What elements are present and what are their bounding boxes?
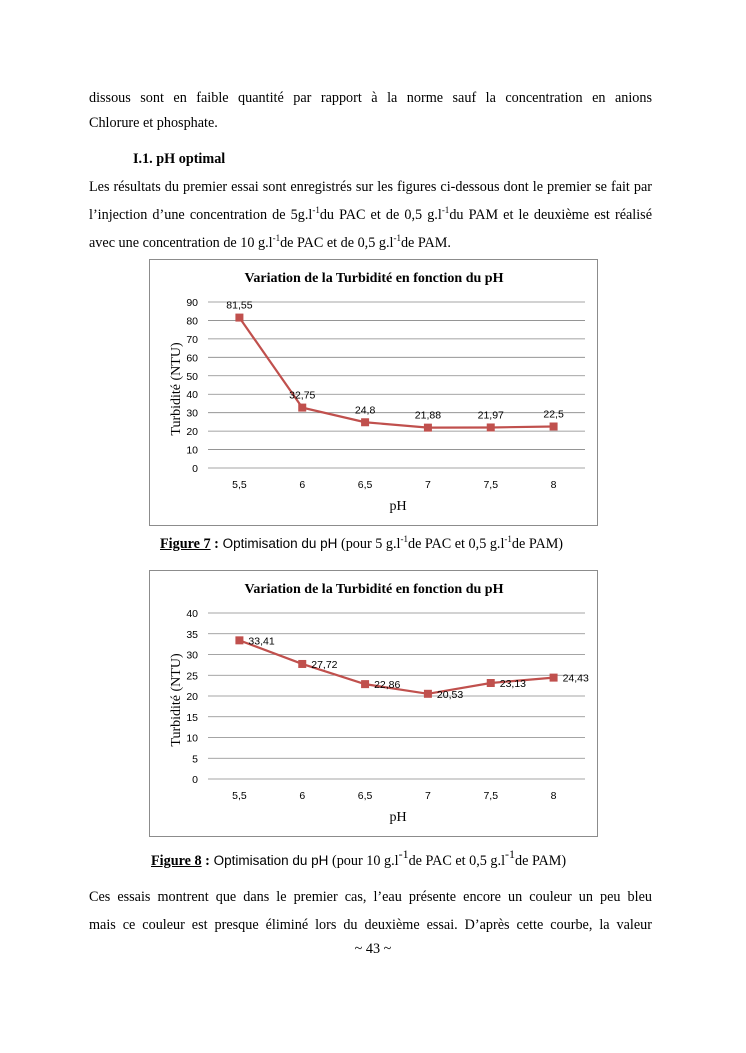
data-label: 32,75: [289, 389, 316, 402]
data-label: 27,72: [311, 658, 338, 671]
x-tick-label: 5,5: [232, 479, 247, 491]
x-axis-title: pH: [389, 810, 407, 825]
results-text-3: du PAM et le deuxième est réalisé avec une concentration de 10 g.l: [89, 207, 653, 251]
y-axis-title: Turbidité (NTU): [169, 342, 184, 436]
x-tick-label: 7,5: [483, 790, 499, 802]
data-point: [361, 680, 369, 688]
data-point: [298, 404, 306, 412]
data-label: 22,5: [543, 408, 564, 421]
x-tick-label: 6: [299, 479, 306, 491]
data-point: [235, 636, 243, 644]
data-label: 23,13: [499, 678, 527, 691]
data-point: [361, 418, 369, 426]
data-point: [550, 423, 558, 431]
figure-8-text-2: de PAC et 0,5 g.l: [408, 853, 506, 869]
results-paragraph: [89, 173, 652, 257]
conclusion-paragraph: [89, 883, 652, 939]
figure-8-text-3: de PAM): [515, 853, 567, 869]
conclusion-line-1: Ces essais montrent que dans le premier cas, l’eau présente encore un couleur un peu bleu: [89, 889, 652, 905]
y-tick-label: 0: [192, 463, 198, 475]
y-tick-label: 30: [186, 649, 198, 662]
data-label: 24,8: [354, 404, 376, 417]
figure-7-title: Optimisation du pH: [218, 536, 338, 551]
y-tick-label: 60: [186, 352, 198, 365]
data-label: 21,88: [414, 409, 442, 422]
section-heading: I.1. pH optimal: [133, 151, 226, 167]
data-label: 20,53: [436, 688, 464, 701]
y-tick-label: 20: [186, 426, 198, 439]
y-tick-label: 90: [186, 297, 198, 309]
results-sup-1: -1: [312, 205, 320, 215]
conclusion-line-2: mais ce couleur est presque éliminé lors du deuxième essai. D’après cette courbe, la valeur: [89, 917, 652, 933]
page-number: ~ 43 ~: [354, 941, 392, 957]
chart-figure-8: [149, 570, 598, 837]
figure-7-text-1: (pour 5 g.l: [337, 536, 401, 552]
y-tick-label: 35: [186, 628, 198, 641]
data-label: 21,97: [477, 409, 504, 422]
figure-7-text-3: de PAM): [511, 536, 564, 552]
data-point: [424, 690, 432, 698]
figure-7-sup-2: -1: [504, 534, 512, 544]
x-axis-title: pH: [389, 499, 407, 514]
intro-paragraph: [89, 86, 652, 136]
data-point: [424, 424, 432, 432]
data-point: [298, 660, 306, 668]
figure-7-colon: :: [210, 536, 219, 552]
figure-8-sup-2: -1: [505, 847, 516, 861]
figure-8-caption: [151, 847, 567, 870]
chart-1-svg: [150, 260, 597, 525]
data-label: 24,43: [562, 672, 589, 685]
y-tick-label: 40: [186, 389, 198, 402]
figure-8-colon: :: [201, 853, 210, 869]
figure-8-label: Figure 8: [151, 853, 202, 869]
x-tick-label: 6,5: [357, 479, 373, 491]
y-tick-label: 30: [186, 407, 198, 420]
figure-7-label: Figure 7: [160, 536, 211, 552]
x-tick-label: 7: [424, 479, 431, 491]
figure-7-sup-1: -1: [400, 534, 408, 544]
chart-title: Variation de la Turbidité en fonction du pH: [244, 271, 504, 286]
y-tick-label: 25: [186, 670, 198, 683]
x-tick-label: 8: [550, 790, 557, 802]
y-tick-label: 10: [186, 444, 198, 457]
series-line: [239, 318, 553, 428]
data-label: 33,41: [248, 635, 275, 648]
results-text-1: Les résultats du premier essai sont enregistrés sur les figures ci-dessous dont le premier se fait par l’injection d’une concentration de 5g.l: [89, 179, 652, 223]
y-tick-label: 5: [192, 753, 198, 766]
results-sup-2: -1: [441, 205, 450, 215]
y-tick-label: 50: [186, 370, 198, 383]
y-tick-label: 70: [186, 333, 198, 346]
y-tick-label: 0: [192, 774, 198, 786]
results-text-2: du PAC et de 0,5 g.l: [319, 207, 442, 223]
data-point: [487, 679, 495, 687]
y-tick-label: 20: [186, 691, 198, 703]
figure-7-text-2: de PAC et 0,5 g.l: [407, 536, 505, 552]
data-label: 81,55: [226, 299, 253, 312]
figure-8-text-1: (pour 10 g.l: [328, 853, 399, 869]
results-text-5: de PAM.: [400, 235, 451, 251]
data-label: 22,86: [374, 679, 401, 692]
figure-7-caption: [160, 536, 563, 553]
y-tick-label: 10: [186, 732, 198, 745]
chart-title: Variation de la Turbidité en fonction du pH: [244, 582, 504, 597]
chart-2-svg: [150, 571, 597, 836]
chart-figure-7: [149, 259, 598, 526]
results-text-4: de PAC et de 0,5 g.l: [280, 235, 394, 251]
intro-line-2: Chlorure et phosphate.: [89, 115, 218, 131]
x-tick-label: 6,5: [357, 790, 373, 802]
data-point: [550, 674, 558, 682]
y-tick-label: 15: [186, 711, 198, 724]
data-point: [235, 314, 243, 322]
figure-8-title: Optimisation du pH: [209, 853, 329, 868]
results-sup-4: -1: [393, 233, 401, 243]
results-sup-3: -1: [272, 233, 281, 243]
y-tick-label: 80: [186, 315, 198, 328]
figure-8-sup-1: -1: [398, 847, 409, 861]
intro-line-1: dissous sont en faible quantité par rapport à la norme sauf la concentration en anions: [89, 90, 652, 106]
x-tick-label: 6: [299, 790, 306, 802]
data-point: [487, 423, 495, 431]
x-tick-label: 8: [550, 479, 557, 491]
x-tick-label: 7,5: [483, 479, 499, 491]
x-tick-label: 7: [424, 790, 431, 802]
y-axis-title: Turbidité (NTU): [169, 653, 184, 747]
y-tick-label: 40: [186, 608, 198, 620]
x-tick-label: 5,5: [232, 790, 247, 802]
